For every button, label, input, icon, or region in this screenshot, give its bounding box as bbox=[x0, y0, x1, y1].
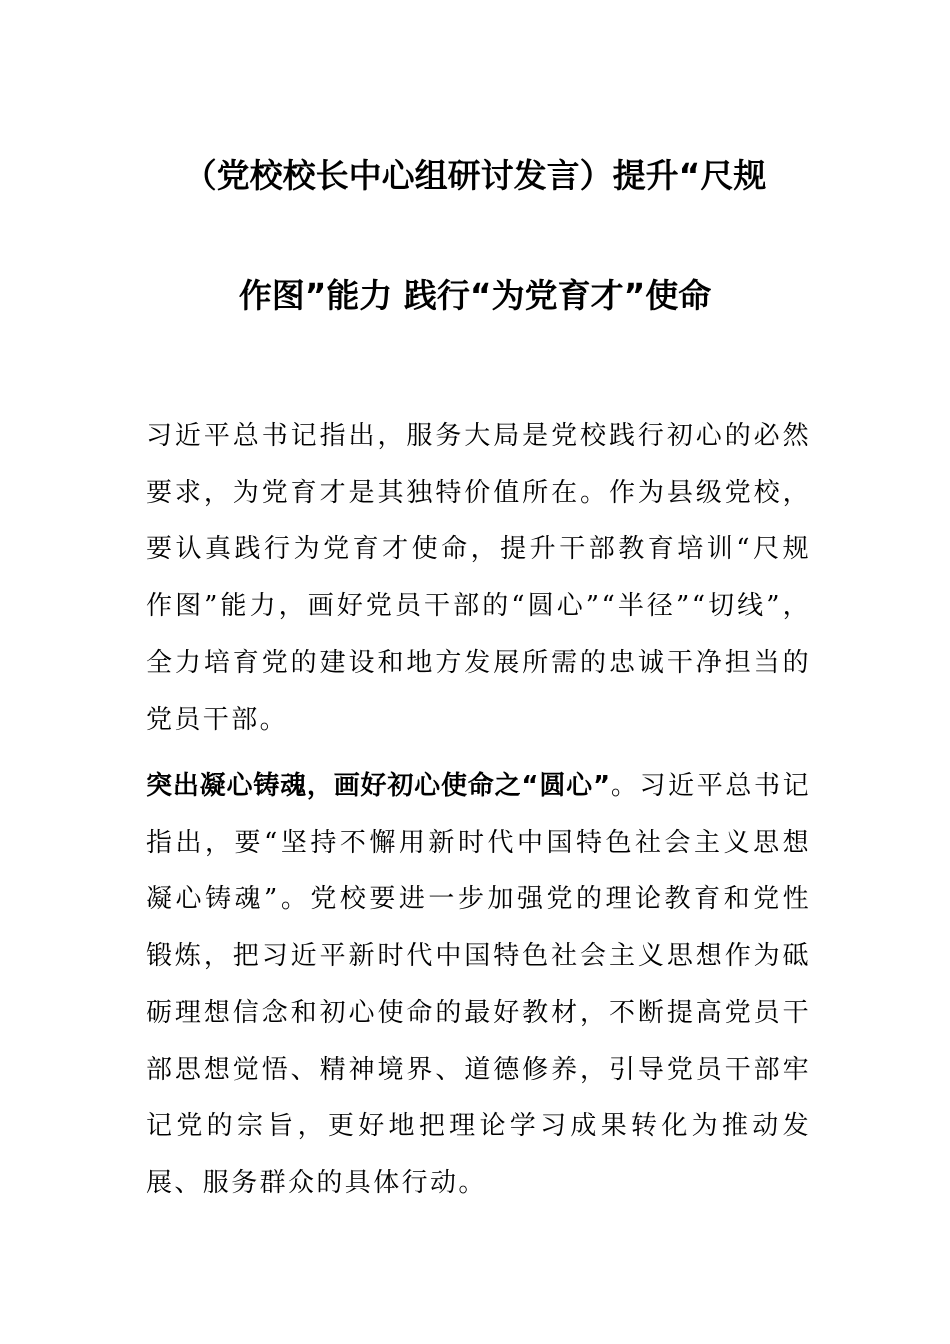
paragraph-2-text: 。习近平总书记指出，要“坚持不懈用新时代中国特色社会主义思想凝心铸魂”。党校要进一步加强党的理论教育和党性锻炼，把习近平新时代中国特色社会主义思想作为砥砺理想信念和初心使命的最好教材，不断提高党员干部思想觉悟、精神境界、道德修养，引导党员干部牢记党的宗旨，更好地把理论学习成果转化为推动发展、服务群众的具体行动。 bbox=[146, 771, 811, 1198]
body-paragraph-2 bbox=[146, 758, 811, 1212]
paragraph-1-text: 习近平总书记指出，服务大局是党校践行初心的必然要求，为党育才是其独特价值所在。作为县级党校，要认真践行为党育才使命，提升干部教育培训“尺规作图”能力，画好党员干部的“圆心”“半径”“切线”，全力培育党的建设和地方发展所需的忠诚干净担当的党员干部。 bbox=[146, 421, 811, 735]
body-paragraph-1 bbox=[146, 408, 811, 748]
document-title-line-2: 作图”能力 践行“为党育才”使命 bbox=[238, 276, 712, 315]
paragraph-2-lead-heading: 突出凝心铸魂，画好初心使命之“圆心” bbox=[146, 771, 611, 801]
document-title-line-1: （党校校长中心组研讨发言）提升“尺规 bbox=[183, 156, 767, 195]
